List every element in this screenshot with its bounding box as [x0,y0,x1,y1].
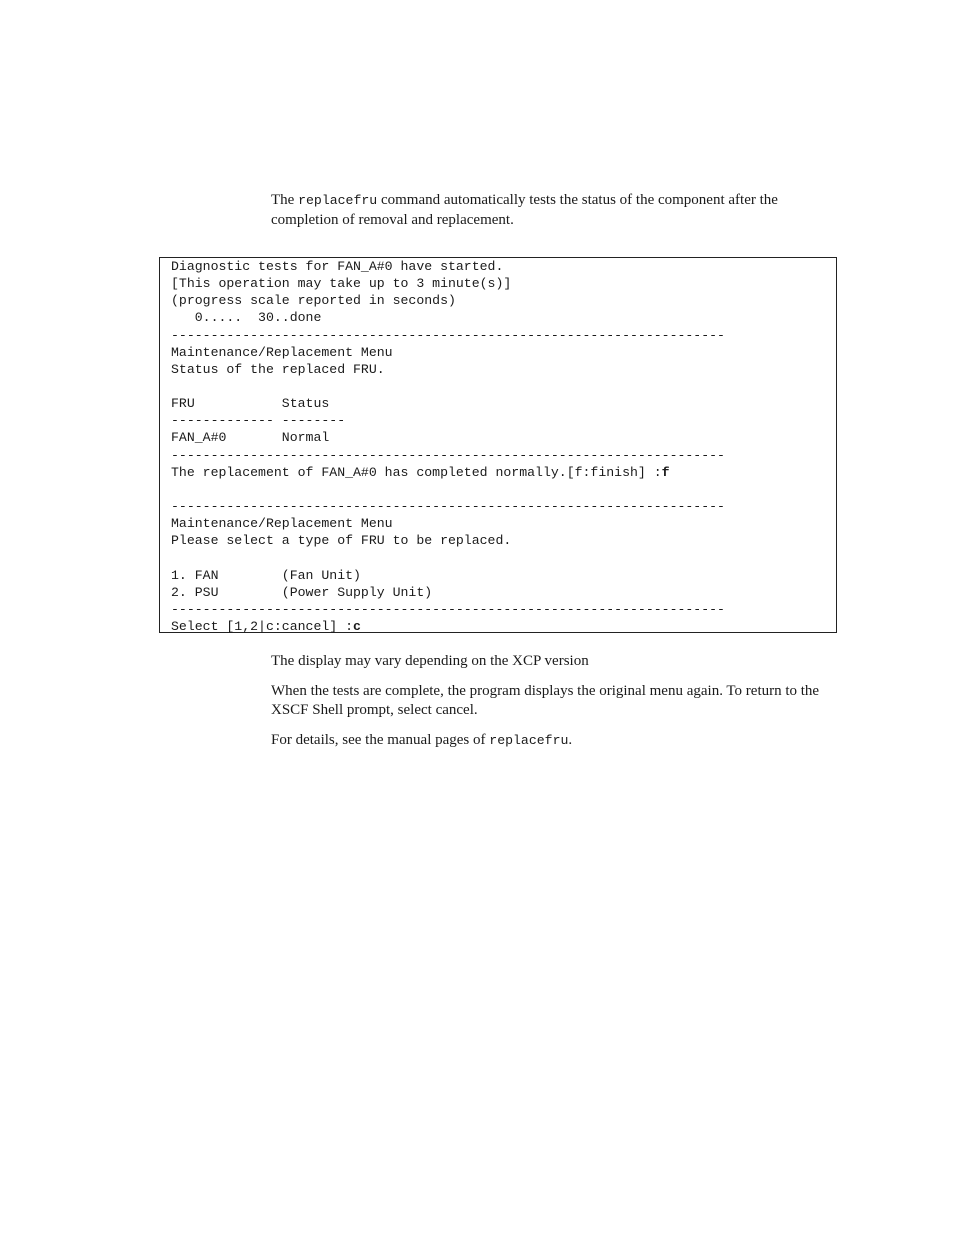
terminal-line [171,498,725,515]
terminal-line [171,275,725,292]
terminal-line [171,618,725,635]
terminal-line-text: ---------------------------------------------------------------------- [171,601,725,617]
terminal-line [171,361,725,378]
completion-paragraph: When the tests are complete, the program displays the original menu again. To return to the XSCF Shell prompt, select cancel. [271,683,820,718]
terminal-line-text: [This operation may take up to 3 minute(s)] [171,276,512,292]
intro-suffix: command automatically tests the status of the component after the completion of removal and replacement. [271,192,778,228]
terminal-line [171,395,725,412]
terminal-user-input: c [353,618,361,634]
terminal-line [171,584,725,601]
terminal-line-text: FAN_A#0 Normal [171,430,330,446]
terminal-line-text: Diagnostic tests for FAN_A#0 have started. [171,259,504,274]
terminal-line-text: Select [1,2|c:cancel] : [171,618,354,634]
terminal-line-text: 1. FAN (Fan Unit) [171,567,361,583]
terminal-line-text: ---------------------------------------------------------------------- [171,447,725,463]
terminal-line-text: The replacement of FAN_A#0 has completed normally.[f:finish] : [171,464,662,480]
command-name: replacefru [298,193,378,208]
terminal-line [171,567,725,584]
command-name: replacefru [489,733,569,748]
terminal-output-box [159,257,837,633]
terminal-line-text: Maintenance/Replacement Menu [171,516,393,532]
terminal-line [171,601,725,618]
terminal-line-text: FRU Status [171,396,330,412]
terminal-line-text: (progress scale reported in seconds) [171,293,456,309]
terminal-line-text: Maintenance/Replacement Menu [171,344,393,360]
terminal-line [171,344,725,361]
terminal-line-text: Status of the replaced FRU. [171,361,385,377]
intro-prefix: The [271,192,299,208]
terminal-line [171,292,725,309]
note-paragraph: The display may vary depending on the XCP version [271,653,589,669]
terminal-line-text: Please select a type of FRU to be replaced. [171,533,512,549]
terminal-line-text: 0..... 30..done [171,310,322,326]
terminal-line [171,532,725,549]
terminal-line [171,515,725,532]
details-prefix: For details, see the manual pages of [271,732,490,748]
terminal-user-input: f [661,464,670,480]
terminal-line-text: 2. PSU (Power Supply Unit) [171,584,433,600]
terminal-line-text: ------------- -------- [171,413,346,429]
terminal-line [171,464,725,481]
terminal-line [171,258,725,275]
terminal-line [171,549,725,566]
terminal-line [171,309,725,326]
terminal-line [171,481,725,498]
details-paragraph [271,731,843,751]
terminal-line-text: ---------------------------------------------------------------------- [171,498,725,514]
terminal-line [171,327,725,344]
details-suffix: . [568,732,573,748]
terminal-line [171,447,725,464]
terminal-line [171,429,725,446]
terminal-line-text: ---------------------------------------------------------------------- [171,327,725,343]
terminal-output [171,258,725,635]
intro-paragraph [271,191,843,229]
terminal-line [171,378,725,395]
terminal-line [171,412,725,429]
